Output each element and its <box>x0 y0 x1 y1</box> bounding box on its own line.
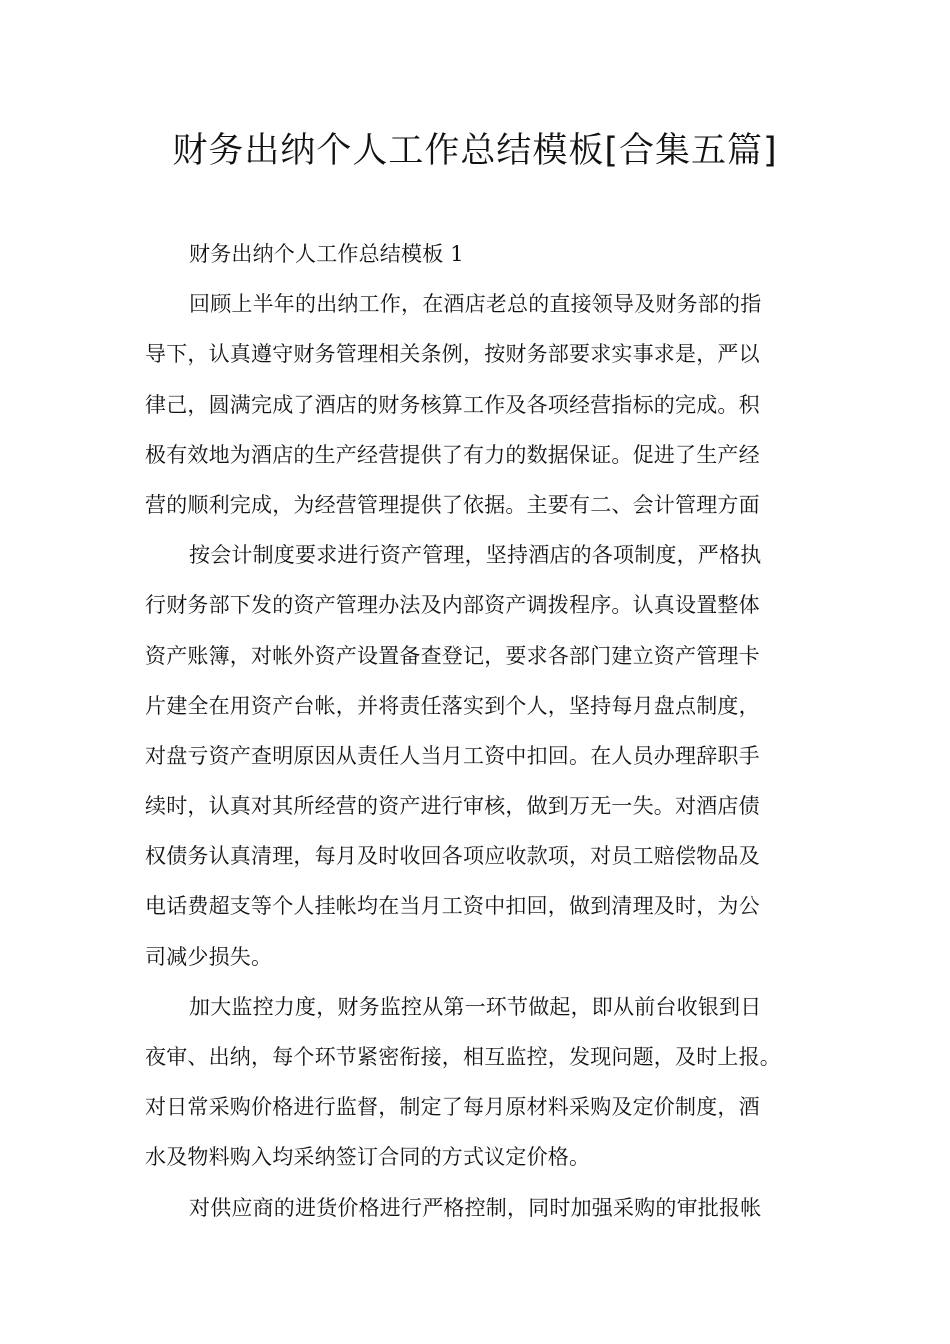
section-heading: 财务出纳个人工作总结模板 1 <box>189 242 464 266</box>
paragraph-line: 水及物料购入均采纳签订合同的方式议定价格。 <box>145 1145 591 1170</box>
document-title: 财务出纳个人工作总结模板[合集五篇] <box>172 131 778 171</box>
paragraph-line: 资产账簿，对帐外资产设置备查登记，要求各部门建立资产管理卡 <box>145 643 760 668</box>
paragraph-line: 加大监控力度，财务监控从第一环节做起，即从前台收银到日 <box>189 994 762 1019</box>
paragraph-3 <box>145 982 805 1183</box>
paragraph-line: 营的顺利完成，为经营管理提供了依据。主要有二、会计管理方面 <box>145 492 760 517</box>
paragraph-line: 电话费超支等个人挂帐均在当月工资中扣回，做到清理及时，为公 <box>145 894 760 919</box>
paragraph-line: 按会计制度要求进行资产管理，坚持酒店的各项制度，严格执 <box>189 543 762 568</box>
paragraph-line: 回顾上半年的出纳工作，在酒店老总的直接领导及财务部的指 <box>189 292 762 317</box>
paragraph-line: 续时，认真对其所经营的资产进行审核，做到万无一失。对酒店债 <box>145 794 760 819</box>
paragraph-line: 律己，圆满完成了酒店的财务核算工作及各项经营指标的完成。积 <box>145 392 760 417</box>
paragraph-line: 夜审、出纳，每个环节紧密衔接，相互监控，发现问题，及时上报。 <box>145 1045 781 1069</box>
paragraph-line: 行财务部下发的资产管理办法及内部资产调拨程序。认真设置整体 <box>145 593 760 618</box>
paragraph-line: 对日常采购价格进行监督，制定了每月原材料采购及定价制度，酒 <box>145 1095 760 1120</box>
paragraph-2 <box>145 530 805 982</box>
paragraph-line: 对盘亏资产查明原因从责任人当月工资中扣回。在人员办理辞职手 <box>145 743 760 768</box>
paragraph-line: 导下，认真遵守财务管理相关条例，按财务部要求实事求是，严以 <box>145 342 760 367</box>
paragraph-line: 权债务认真清理，每月及时收回各项应收款项，对员工赔偿物品及 <box>145 844 760 869</box>
paragraph-1 <box>145 279 805 530</box>
paragraph-line: 片建全在用资产台帐，并将责任落实到个人，坚持每月盘点制度， <box>145 693 760 718</box>
paragraph-4 <box>145 1183 805 1233</box>
paragraph-line: 司减少损失。 <box>145 944 273 969</box>
paragraph-line: 对供应商的进货价格进行严格控制，同时加强采购的审批报帐 <box>189 1195 762 1220</box>
document-body <box>145 229 805 1233</box>
paragraph-line: 极有效地为酒店的生产经营提供了有力的数据保证。促进了生产经 <box>145 442 760 467</box>
